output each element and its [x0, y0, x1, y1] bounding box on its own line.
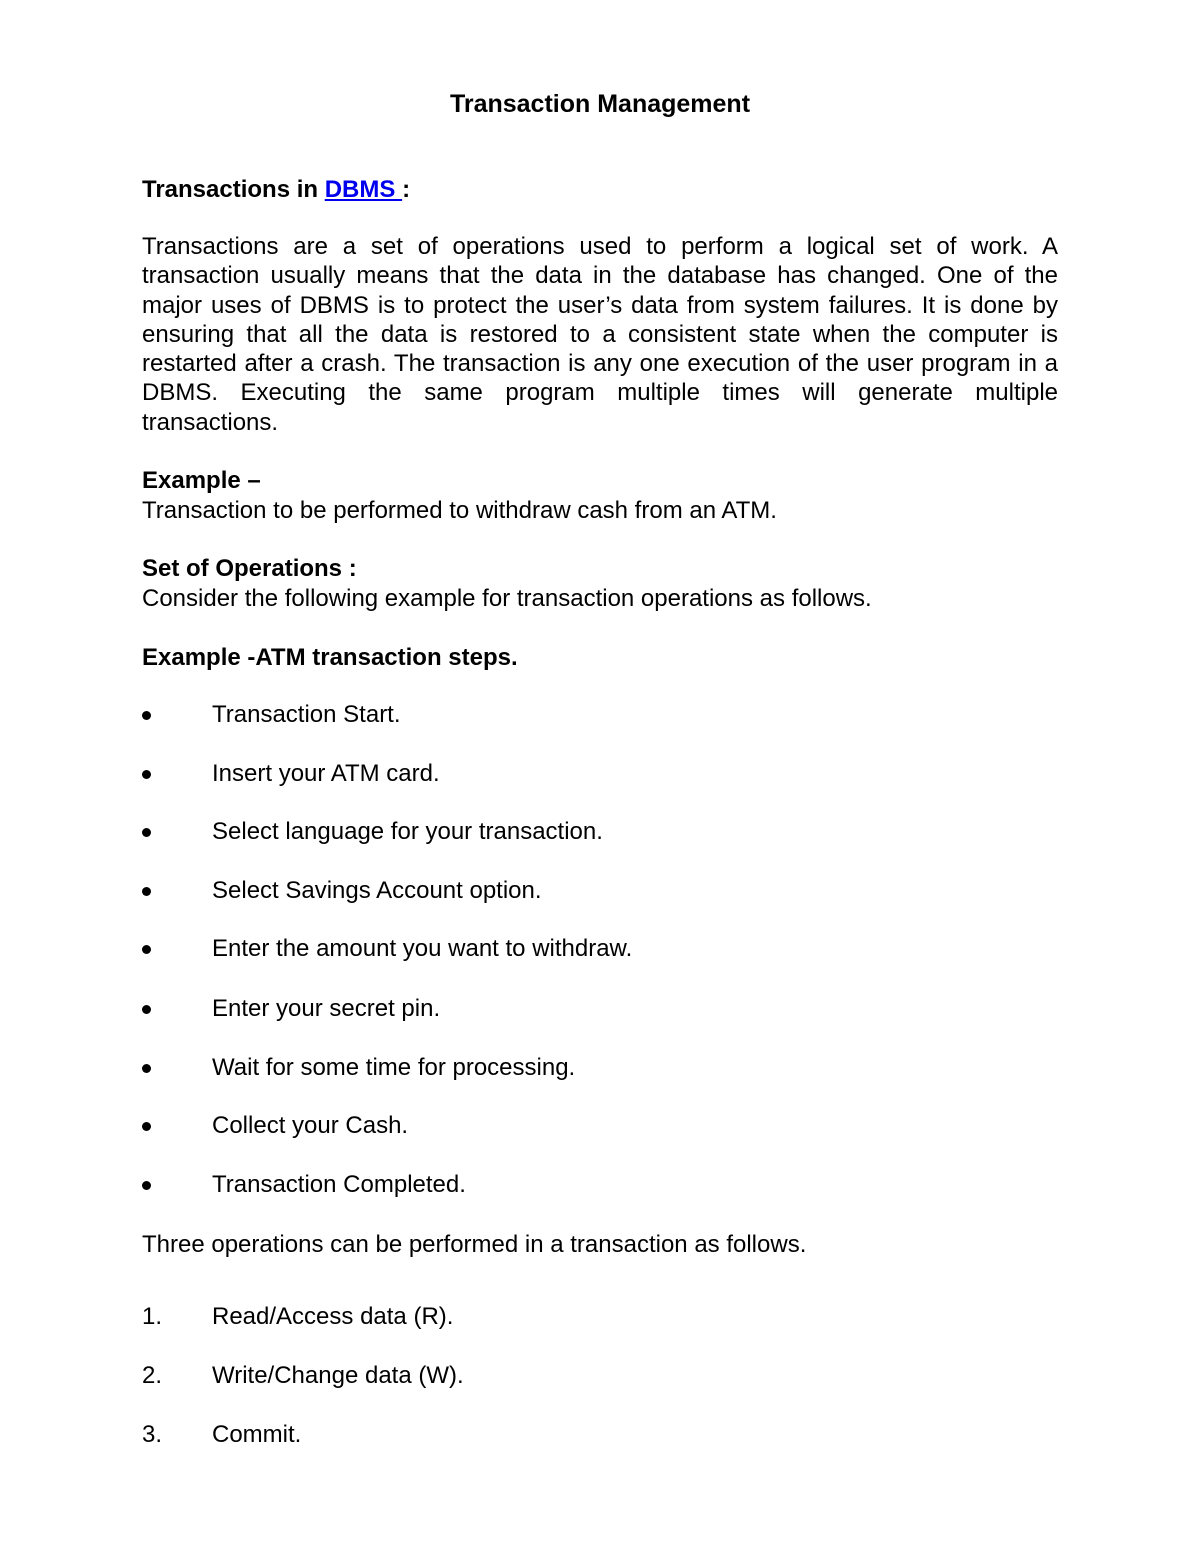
bullet-icon	[142, 1181, 151, 1190]
document-title: Transaction Management	[449, 90, 751, 118]
list-item	[142, 1111, 1058, 1141]
list-number: 1.	[142, 1303, 163, 1330]
list-item	[142, 994, 1058, 1024]
list-item	[142, 1170, 1058, 1200]
list-item	[142, 817, 1058, 847]
step-text: Enter the amount you want to withdraw.	[212, 935, 633, 962]
example-text: Transaction to be performed to withdraw cash from an ATM.	[142, 497, 777, 524]
bullet-icon	[142, 828, 151, 837]
section-heading	[142, 175, 410, 205]
list-item	[142, 1053, 1058, 1083]
dbms-link[interactable]: DBMS	[324, 176, 403, 203]
step-text: Collect your Cash.	[212, 1112, 409, 1139]
list-number: 2.	[142, 1362, 163, 1389]
step-text: Select Savings Account option.	[212, 877, 542, 904]
document-page	[142, 0, 1058, 1553]
step-text: Wait for some time for processing.	[212, 1054, 576, 1081]
bullet-icon	[142, 1064, 151, 1073]
intro-paragraph: Transactions are a set of operations used to perform a logical set of work. A transaction usually means that the data in the database has changed. One of the major uses of DBMS is to protect the user’s data from system failures. It is done by ensuring that all the data is restored to a consistent state when the computer is restarted after a crash. The transaction is any one execution of the user program in a DBMS. Executing the same program multiple times will generate multiple transactions.	[142, 233, 1058, 436]
bullet-icon	[142, 1005, 151, 1014]
step-text: Insert your ATM card.	[212, 760, 440, 787]
list-number: 3.	[142, 1421, 163, 1448]
bullet-icon	[142, 887, 151, 896]
op-text: Commit.	[212, 1421, 302, 1448]
list-item	[142, 1361, 1058, 1391]
bullet-icon	[142, 1122, 151, 1131]
bullet-icon	[142, 770, 151, 779]
step-text: Transaction Start.	[212, 701, 401, 728]
list-item	[142, 1302, 1058, 1332]
step-text: Select language for your transaction.	[212, 818, 603, 845]
section-heading-suffix: :	[402, 176, 411, 203]
list-item	[142, 700, 1058, 730]
operations-heading: Set of Operations :	[142, 555, 357, 582]
op-text: Write/Change data (W).	[212, 1362, 464, 1389]
step-text: Transaction Completed.	[212, 1171, 466, 1198]
three-ops-text: Three operations can be performed in a transaction as follows.	[142, 1231, 807, 1258]
bullet-icon	[142, 711, 151, 720]
list-item	[142, 876, 1058, 906]
example-heading: Example –	[142, 467, 261, 494]
bullet-icon	[142, 945, 151, 954]
step-text: Enter your secret pin.	[212, 995, 441, 1022]
operations-text: Consider the following example for transaction operations as follows.	[142, 585, 872, 612]
op-text: Read/Access data (R).	[212, 1303, 454, 1330]
list-item	[142, 759, 1058, 789]
list-item	[142, 1420, 1058, 1450]
steps-heading: Example -ATM transaction steps.	[142, 644, 518, 671]
list-item	[142, 934, 1058, 964]
section-heading-prefix: Transactions in	[142, 176, 325, 203]
